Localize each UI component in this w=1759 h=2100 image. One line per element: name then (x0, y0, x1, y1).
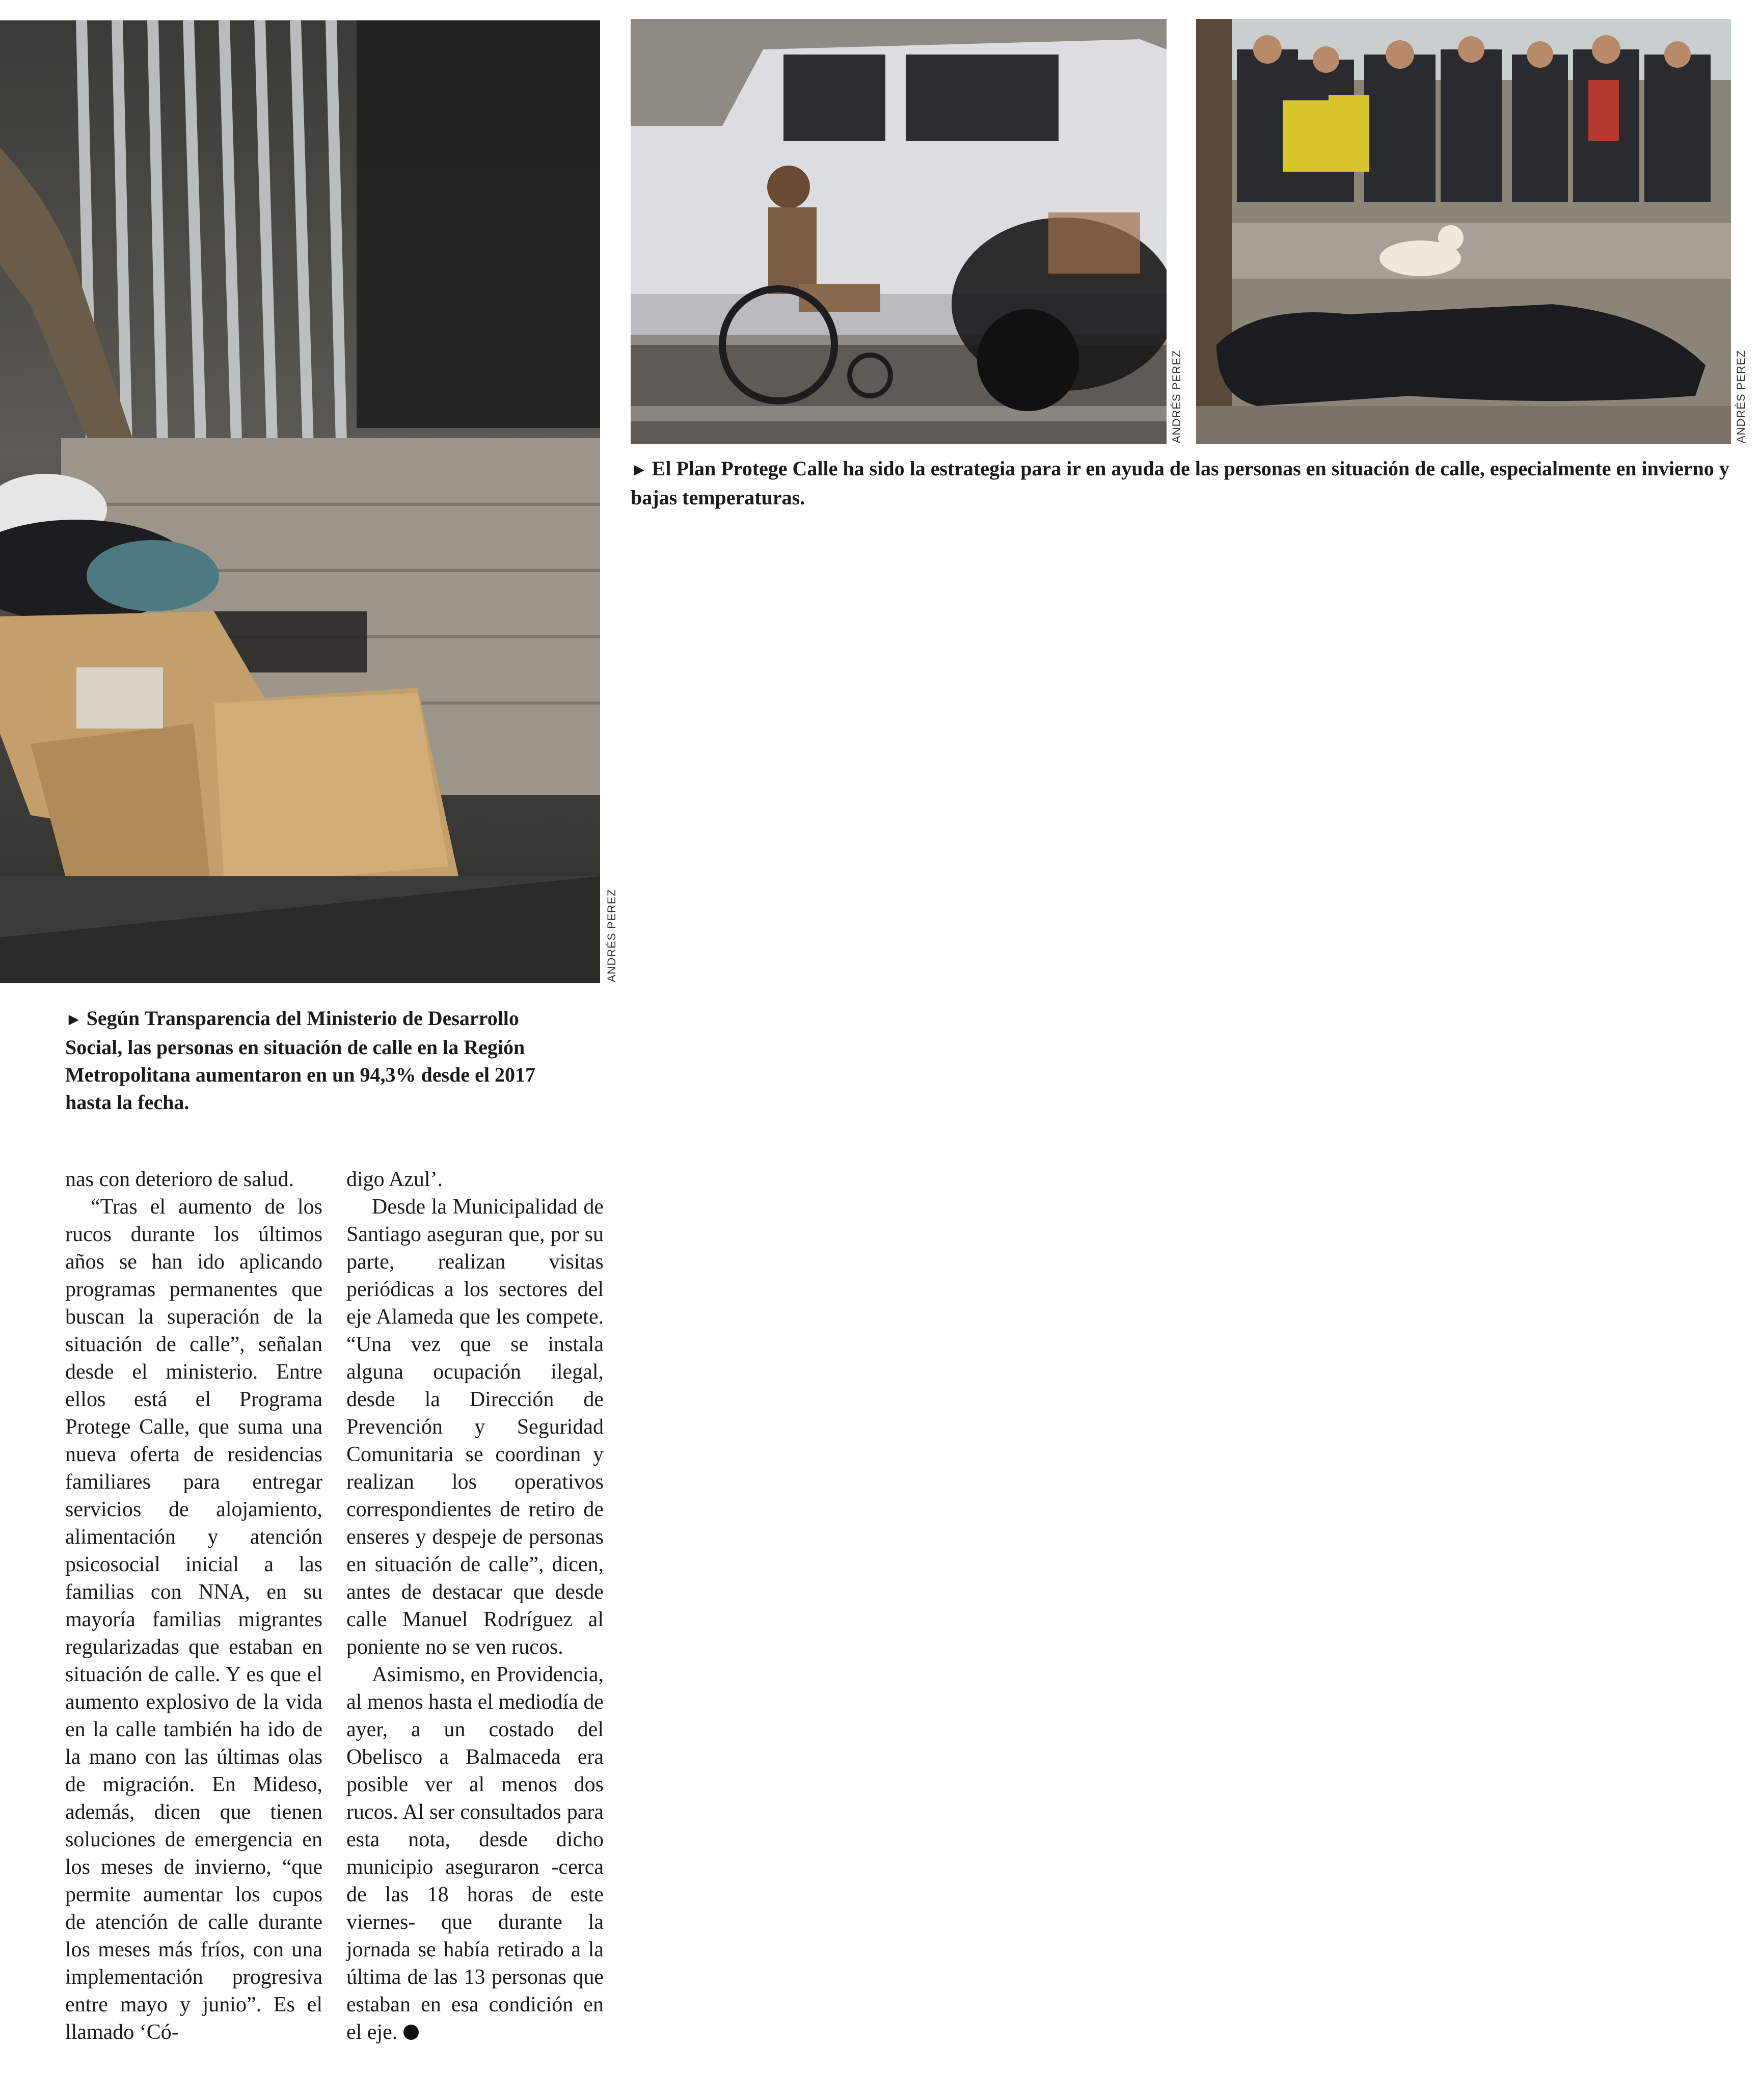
paragraph: nas con deterioro de salud. (65, 1168, 294, 1191)
caption-right (631, 455, 1731, 511)
caption-right-text: El Plan Protege Calle ha sido la estrategia para ir en ayuda de las personas en situación de calle, especialmente en invierno y bajas temperaturas. (631, 457, 1729, 509)
caption-main (65, 1005, 580, 1116)
crowd-photo (1196, 19, 1731, 444)
wheelchair-photo (631, 19, 1167, 444)
triangle-bullet-icon: ► (631, 461, 648, 479)
triangle-bullet-icon: ► (65, 1010, 83, 1029)
sleeping-person-sidewalk-photo-icon (1196, 19, 1731, 444)
homeless-camp-cardboard-photo-icon (0, 20, 600, 983)
paragraph: “Tras el aumento de los rucos durante los últimos años se han ido aplicando programas permanentes que buscan la superación de la situación de calle”, señalan desde el ministerio. Entre ellos está el Programa Protege Calle, que suma una nueva oferta de residencias familiares para entregar servicios de alojamiento, alimentación y atención psicosocial inicial a las familias con NNA, en su mayoría familias migrantes regularizadas que estaban en situación de calle. Y es que el aumento explosivo de la vida en la calle también ha ido de la mano con las últimas olas de migración. En Mideso, además, dicen que tienen soluciones de emergencia en los meses de invierno, “que permite aumentar los cupos de atención de calle durante los meses más fríos, con una implementación progresiva entre mayo y junio”. Es el llamado ‘Có- (65, 1195, 322, 2044)
main-photo (0, 20, 600, 983)
paragraph: digo Azul’. (346, 1168, 443, 1191)
end-mark-icon (403, 2025, 419, 2040)
paragraph: Asimismo, en Providencia, al menos hasta el mediodía de ayer, a un costado del Obelisco a Balmaceda era posible ver al menos dos rucos. Al ser consultados para esta nota, desde dicho municipio aseguraron -cerca de las 18 horas de este viernes- que durante la jornada se había retirado a la última de las 13 personas que estaban en esa condición en el eje. (346, 1663, 604, 2044)
main-photo-credit: ANDRÉS PEREZ (605, 889, 618, 982)
article-column-2 (346, 1166, 604, 2046)
wheelchair-street-photo-icon (631, 19, 1167, 444)
article-column-1 (65, 1166, 322, 2046)
wheelchair-photo-credit: ANDRÉS PEREZ (1170, 349, 1183, 443)
caption-main-text: Según Transparencia del Ministerio de Desarrollo Social, las personas en situación de calle en la Región Metropolitana aumentaron en un 94,3% desde el 2017 hasta la fecha. (65, 1007, 535, 1114)
crowd-photo-credit: ANDRÉS PEREZ (1735, 349, 1747, 443)
paragraph-last (346, 1661, 604, 2046)
paragraph: Desde la Municipalidad de Santiago aseguran que, por su parte, realizan visitas periódicas a los sectores del eje Alameda que les compete. “Una vez que se instala alguna ocupación ilegal, desde la Dirección de Prevención y Seguridad Comunitaria se coordinan y realizan los operativos correspondientes de retiro de enseres y despeje de personas en situación de calle”, dicen, antes de destacar que desde calle Manuel Rodríguez al poniente no se ven rucos. (346, 1195, 604, 1659)
